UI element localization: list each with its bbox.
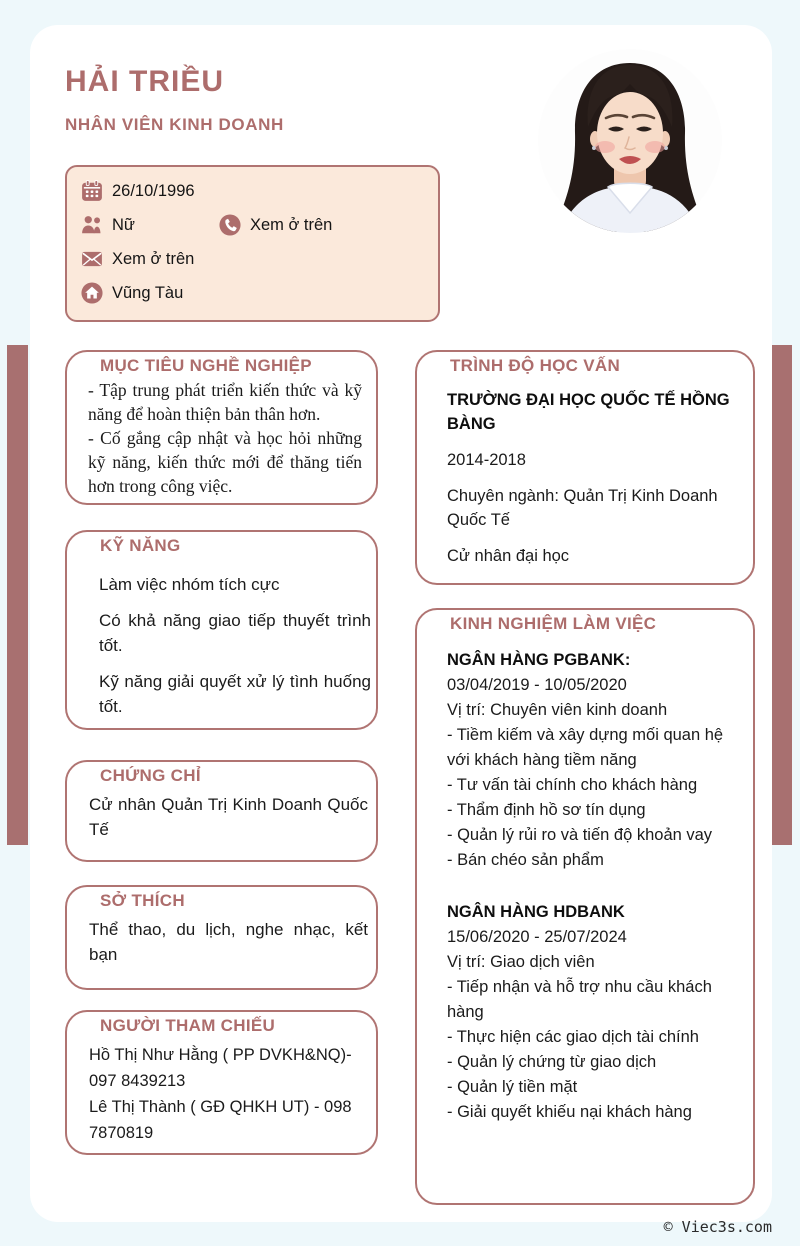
phone-row: [219, 214, 424, 236]
mail-icon: [81, 248, 103, 270]
phone-icon: [219, 214, 241, 236]
personal-info-box: [65, 165, 440, 322]
section-references: [65, 1010, 378, 1155]
job-duty: - Thẩm định hồ sơ tín dụng: [447, 801, 646, 819]
address-row: [81, 282, 424, 304]
education-degree: Cử nhân đại học: [447, 547, 570, 565]
right-accent-bar: [771, 345, 792, 845]
skill-item: Kỹ năng giải quyết xử lý tình huống tốt.: [99, 672, 371, 716]
certificate-text: Cử nhân Quản Trị Kinh Doanh Quốc Tế: [89, 795, 368, 839]
job-duty: - Tiềm kiếm và xây dựng mối quan hệ với khách hàng tiềm năng: [447, 726, 724, 769]
reference-entry: Hồ Thị Như Hằng ( PP DVKH&NQ)- 097 8439213: [89, 1046, 352, 1090]
section-references-title: NGƯỜI THAM CHIẾU: [91, 1015, 284, 1036]
email-row: [81, 248, 424, 270]
hobbies-text: Thể thao, du lịch, nghe nhạc, kết bạn: [89, 920, 368, 964]
job-duties: [447, 975, 741, 1125]
section-hobbies: [65, 885, 378, 990]
job-duty: - Quản lý tiền mặt: [447, 1078, 578, 1096]
job-duties: [447, 723, 741, 873]
home-icon: [81, 282, 103, 304]
section-education-title: TRÌNH ĐỘ HỌC VẤN: [441, 355, 629, 376]
candidate-name: HẢI TRIỀU: [65, 65, 224, 98]
experience-job: [447, 900, 741, 1125]
job-company: NGÂN HÀNG PGBANK:: [447, 651, 631, 669]
section-skills-title: KỸ NĂNG: [91, 535, 190, 556]
job-position: Vị trí: Chuyên viên kinh doanh: [447, 701, 668, 719]
profile-photo: [538, 49, 722, 233]
job-duty: - Tư vấn tài chính cho khách hàng: [447, 776, 698, 794]
section-skills: [65, 530, 378, 730]
experience-job: [447, 648, 741, 873]
education-major: Chuyên ngành: Quản Trị Kinh Doanh Quốc Tế: [447, 487, 718, 529]
gender-value: Nữ: [112, 215, 135, 234]
job-duty: - Giải quyết khiếu nại khách hàng: [447, 1103, 692, 1121]
left-column: [65, 350, 378, 1155]
job-duty: - Tiếp nhận và hỗ trợ nhu cầu khách hàng: [447, 978, 712, 1021]
section-objective: [65, 350, 378, 505]
job-company: NGÂN HÀNG HDBANK: [447, 903, 625, 921]
cv-card: [30, 25, 772, 1222]
job-position: Vị trí: Giao dịch viên: [447, 953, 595, 971]
skill-item: Làm việc nhóm tích cực: [99, 575, 280, 594]
reference-entry: Lê Thị Thành ( GĐ QHKH UT) - 098 7870819: [89, 1098, 352, 1142]
email-value: Xem ở trên: [112, 249, 195, 268]
left-accent-bar: [7, 345, 28, 845]
address-value: Vũng Tàu: [112, 283, 184, 302]
dob-value: 26/10/1996: [112, 181, 195, 200]
education-period: 2014-2018: [447, 451, 526, 469]
section-experience: [415, 608, 755, 1205]
calendar-icon: [81, 180, 103, 202]
objective-line: - Cố gắng cập nhật và học hỏi những kỹ năng, kiến thức mới để thăng tiến hơn trong công việc.: [88, 428, 362, 496]
right-column: [415, 350, 755, 1205]
gender-icon: [81, 214, 103, 236]
job-duty: - Quản lý chứng từ giao dịch: [447, 1053, 657, 1071]
dob-row: [81, 180, 424, 202]
section-certificates-title: CHỨNG CHỈ: [91, 765, 210, 786]
candidate-job-title: NHÂN VIÊN KINH DOANH: [65, 115, 284, 134]
section-experience-title: KINH NGHIỆM LÀM VIỆC: [441, 613, 665, 634]
job-period: 03/04/2019 - 10/05/2020: [447, 676, 627, 694]
job-duty: - Quản lý rủi ro và tiến độ khoản vay: [447, 826, 713, 844]
section-objective-title: MỤC TIÊU NGHỀ NGHIỆP: [91, 355, 321, 376]
section-hobbies-title: SỞ THÍCH: [91, 890, 194, 911]
skill-item: Có khả năng giao tiếp thuyết trình tốt.: [99, 611, 371, 655]
site-credit: © Viec3s.com: [663, 1218, 772, 1236]
education-school: TRƯỜNG ĐẠI HỌC QUỐC TẾ HỒNG BÀNG: [447, 391, 730, 433]
job-duty: - Bán chéo sản phẩm: [447, 851, 604, 869]
job-period: 15/06/2020 - 25/07/2024: [447, 928, 627, 946]
gender-row: [81, 214, 219, 236]
profile-photo-illustration: [538, 49, 722, 233]
objective-line: - Tập trung phát triển kiến thức và kỹ năng để hoàn thiện bản thân hơn.: [88, 380, 362, 424]
phone-value: Xem ở trên: [250, 215, 333, 234]
section-certificates: [65, 760, 378, 862]
section-education: [415, 350, 755, 585]
job-duty: - Thực hiện các giao dịch tài chính: [447, 1028, 699, 1046]
